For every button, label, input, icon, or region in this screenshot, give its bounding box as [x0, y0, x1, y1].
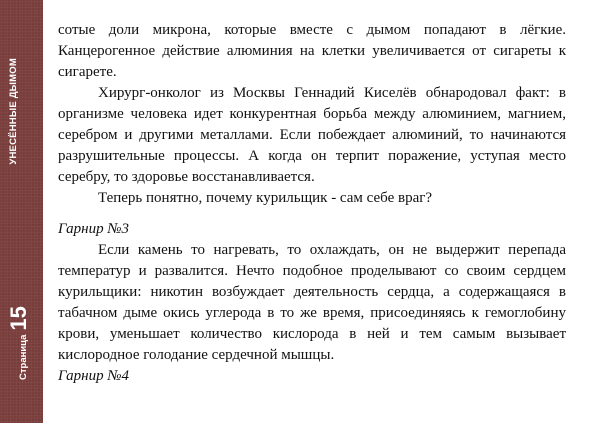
- page-sidebar: [0, 0, 43, 423]
- article-body: [58, 20, 566, 387]
- page-number-block: [8, 306, 30, 380]
- section-heading-garnish-4: Гарнир №4: [58, 368, 129, 384]
- section-heading-garnish-3: Гарнир №3: [58, 221, 129, 237]
- paragraph-conclusion: Теперь понятно, почему курильщик - сам себе враг?: [98, 190, 433, 206]
- page-label: Страница: [18, 334, 29, 380]
- paragraph-surgeon: Хирург-онколог из Москвы Геннадий Киселёв обнародовал факт: в организме человека идет конкурентная борьба между алюминием, магнием, серебром и другими металлами. Если побеждает алюминий, то начинаются разрушительные процессы. А когда он терпит поражение, уступая место серебру, то здоровье восстанавливается.: [58, 85, 566, 185]
- paragraph-stone: Если камень то нагревать, то охлаждать, он не выдержит перепада температур и развалится. Нечто подобное проделывают со своим сердцем курильщики: никотин возбуждает деятельность сердца, а содержащаяся в табачном дыме окись углерода в то же время, присоединяясь к гемоглобину крови, уменьшает количество кислорода в ней и тем самым вызывает кислородное голодание сердечной мышцы.: [58, 242, 566, 363]
- section-title: УНЕСЁННЫЕ ДЫМОМ: [8, 58, 19, 165]
- page-number: 15: [6, 306, 31, 331]
- paragraph-continuation: сотые доли микрона, которые вместе с дымом попадают в лёгкие. Канцерогенное действие алюминия на клетки увеличивается от сигареты к сигарете.: [58, 22, 566, 80]
